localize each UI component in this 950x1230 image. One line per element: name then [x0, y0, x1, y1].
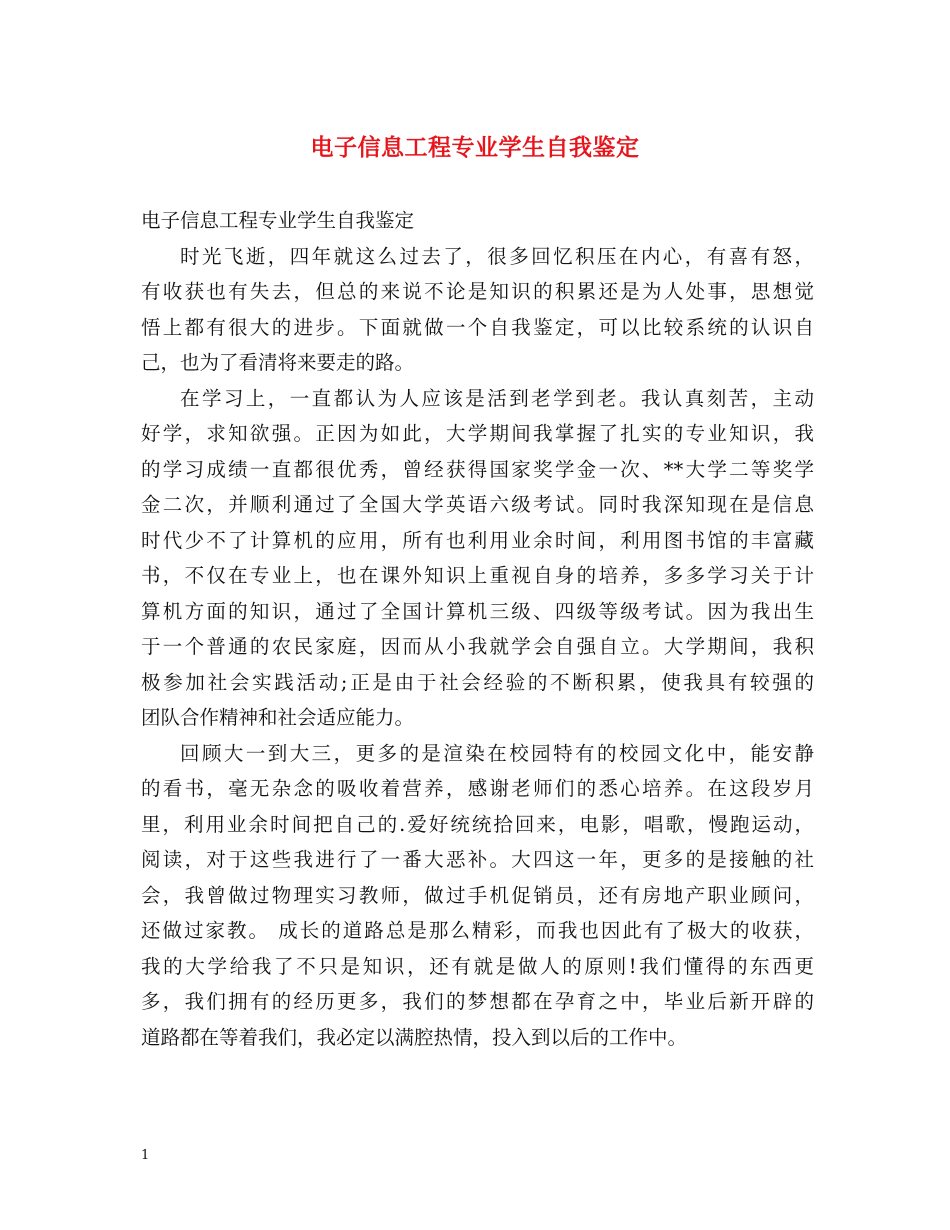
text-line: 极参加社会实践活动;正是由于社会经验的不断积累，使我具有较强的 — [141, 670, 814, 694]
text-line: 算机方面的知识，通过了全国计算机三级、四级等级考试。因为我出生 — [141, 599, 814, 623]
text-line: 里，利用业余时间把自己的.爱好统统拾回来，电影，唱歌，慢跑运动， — [141, 812, 814, 836]
text-line: 的看书，毫无杂念的吸收着营养，感谢老师们的悉心培养。在这段岁月 — [141, 777, 814, 800]
paragraph-2 — [141, 381, 814, 736]
text-line: 我的大学给我了不只是知识，还有就是做人的原则!我们懂得的东西更 — [141, 954, 814, 978]
text-line: 的学习成绩一直都很优秀，曾经获得国家奖学金一次、**大学二等奖学 — [141, 457, 814, 481]
document-body — [141, 203, 814, 1055]
text-line: 多，我们拥有的经历更多，我们的梦想都在孕育之中，毕业后新开辟的 — [141, 990, 814, 1013]
text-line: 悟上都有很大的进步。下面就做一个自我鉴定，可以比较系统的认识自 — [141, 315, 814, 339]
text-line: 书，不仅在专业上，也在课外知识上重视自身的培养，多多学习关于计 — [141, 564, 814, 587]
text-line: 时光飞逝，四年就这么过去了，很多回忆积压在内心，有喜有怒， — [180, 244, 814, 268]
paragraph-3 — [141, 736, 814, 1056]
document-subtitle: 电子信息工程专业学生自我鉴定 — [141, 209, 415, 232]
text-line: 阅读，对于这些我进行了一番大恶补。大四这一年，更多的是接触的社 — [141, 848, 814, 871]
paragraph-1 — [141, 239, 814, 381]
text-line: 会，我曾做过物理实习教师，做过手机促销员，还有房地产职业顾问， — [141, 883, 814, 907]
text-line: 在学习上，一直都认为人应该是活到老学到老。我认真刻苦，主动 — [180, 386, 814, 410]
page-number: 1 — [141, 1148, 150, 1163]
text-line: 还做过家教。 成长的道路总是那么精彩，而我也因此有了极大的收获， — [141, 919, 814, 942]
text-line: 回顾大一到大三，更多的是渲染在校园特有的校园文化中，能安静 — [180, 741, 814, 765]
text-line: 金二次，并顺利通过了全国大学英语六级考试。同时我深知现在是信息 — [141, 493, 814, 516]
text-line: 于一个普通的农民家庭，因而从小我就学会自强自立。大学期间，我积 — [141, 635, 814, 658]
text-line: 好学，求知欲强。正因为如此，大学期间我掌握了扎实的专业知识，我 — [141, 422, 814, 445]
document-title: 电子信息工程专业学生自我鉴定 — [310, 134, 640, 161]
text-line: 有收获也有失去，但总的来说不论是知识的积累还是为人处事，思想觉 — [141, 280, 814, 303]
text-line: 己，也为了看清将来要走的路。 — [141, 351, 415, 374]
text-line: 时代少不了计算机的应用，所有也利用业余时间，利用图书馆的丰富藏 — [141, 528, 814, 552]
text-line: 团队合作精神和社会适应能力。 — [141, 706, 415, 729]
text-line: 道路都在等着我们，我必定以满腔热情，投入到以后的工作中。 — [141, 1025, 688, 1049]
